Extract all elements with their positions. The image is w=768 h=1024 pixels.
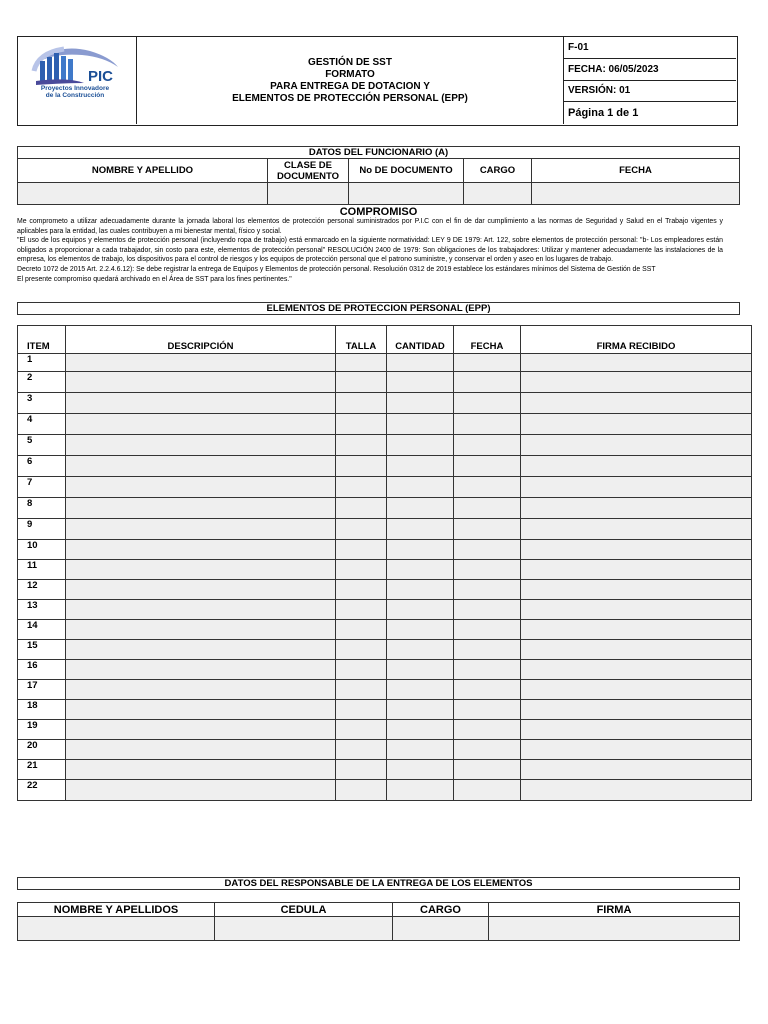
fecha-field[interactable] [454,700,521,720]
item-number: 13 [18,600,66,620]
cantidad-field[interactable] [387,414,454,435]
item-number: 19 [18,720,66,740]
cantidad-field[interactable] [387,560,454,580]
col-clase-documento: CLASE DE DOCUMENTO [268,159,349,183]
svg-text:de la Construcción: de la Construcción [45,92,105,99]
fecha-field[interactable] [454,456,521,477]
item-number: 20 [18,740,66,760]
cantidad-field[interactable] [387,700,454,720]
epp-row [18,560,752,580]
cantidad-field[interactable] [387,519,454,540]
pic-logo-icon [18,37,136,124]
cantidad-field[interactable] [387,477,454,498]
descripcion-field[interactable] [66,740,336,760]
col-fecha: FECHA [454,326,521,354]
talla-field[interactable] [336,780,387,801]
talla-field[interactable] [336,393,387,414]
cantidad-field[interactable] [387,640,454,660]
item-number: 2 [18,372,66,393]
epp-row [18,456,752,477]
item-number: 14 [18,620,66,640]
descripcion-field[interactable] [66,540,336,560]
funcionario-table [17,146,740,205]
cantidad-field[interactable] [387,456,454,477]
item-number: 1 [18,354,66,372]
item-number: 7 [18,477,66,498]
item-number: 15 [18,640,66,660]
svg-text:PIC: PIC [88,68,114,85]
talla-field[interactable] [336,414,387,435]
epp-row [18,680,752,700]
firma-recibido-field[interactable] [521,740,752,760]
epp-row [18,700,752,720]
cantidad-field[interactable] [387,600,454,620]
descripcion-field[interactable] [66,393,336,414]
responsable-cargo-field[interactable] [393,917,489,941]
title-line: ELEMENTOS DE PROTECCIÓN PERSONAL (EPP) [232,92,468,104]
compromiso-paragraph: "El uso de los equipos y elementos de protección personal (incluyendo ropa de trabajo) está enmarcado en la siguiente normatividad: LEY 9 DE 1979: Art. 122, sobre elementos de protección personal: "b- Los empleadores están obligados a proporcionar a cada trabajador, sin costo para este, elementos de protección personal" RESOLUCIÓN 2400 de 1979: Son obligaciones de los trabajadores: Utilizar y mantener adecuadamente las instalaciones de la empresa, los elementos de trabajo, los dispositivos para el control de riesgos y los equipos de protección personal que el patrono suministre, y conservar el orden y aseo en los lugares de trabajo. [17,237,723,264]
descripcion-field[interactable] [66,700,336,720]
firma-recibido-field[interactable] [521,354,752,372]
cantidad-field[interactable] [387,540,454,560]
talla-field[interactable] [336,620,387,640]
fecha-field[interactable] [454,477,521,498]
cantidad-field[interactable] [387,580,454,600]
descripcion-field[interactable] [66,354,336,372]
responsable-nombre-field[interactable] [18,917,215,941]
fecha-field[interactable] [454,498,521,519]
col-nombre-apellidos: NOMBRE Y APELLIDOS [18,903,215,917]
descripcion-field[interactable] [66,580,336,600]
responsable-table [17,902,740,941]
talla-field[interactable] [336,580,387,600]
talla-field[interactable] [336,435,387,456]
form-date: FECHA: 06/05/2023 [564,59,736,81]
talla-field[interactable] [336,540,387,560]
firma-recibido-field[interactable] [521,620,752,640]
cargo-field[interactable] [464,183,532,205]
item-number: 18 [18,700,66,720]
item-number: 4 [18,414,66,435]
cantidad-field[interactable] [387,372,454,393]
fecha-field[interactable] [454,660,521,680]
item-number: 22 [18,780,66,801]
col-nombre: NOMBRE Y APELLIDO [18,159,268,183]
col-no-documento: No DE DOCUMENTO [349,159,464,183]
epp-row [18,540,752,560]
col-firma: FIRMA [489,903,740,917]
item-number: 11 [18,560,66,580]
col-cargo: CARGO [464,159,532,183]
firma-recibido-field[interactable] [521,456,752,477]
firma-recibido-field[interactable] [521,700,752,720]
talla-field[interactable] [336,372,387,393]
epp-row [18,720,752,740]
epp-row [18,620,752,640]
funcionario-input-row [18,183,740,205]
talla-field[interactable] [336,700,387,720]
firma-recibido-field[interactable] [521,477,752,498]
cantidad-field[interactable] [387,720,454,740]
fecha-field[interactable] [454,580,521,600]
talla-field[interactable] [336,640,387,660]
cantidad-field[interactable] [387,620,454,640]
descripcion-field[interactable] [66,780,336,801]
cantidad-field[interactable] [387,760,454,780]
epp-header-row [18,326,752,354]
firma-recibido-field[interactable] [521,640,752,660]
epp-row [18,498,752,519]
epp-row [18,760,752,780]
fecha-field[interactable] [454,435,521,456]
firma-recibido-field[interactable] [521,780,752,801]
firma-recibido-field[interactable] [521,720,752,740]
col-cantidad: CANTIDAD [387,326,454,354]
firma-recibido-field[interactable] [521,560,752,580]
fecha-field[interactable] [454,740,521,760]
cantidad-field[interactable] [387,740,454,760]
descripcion-field[interactable] [66,477,336,498]
item-number: 8 [18,498,66,519]
cantidad-field[interactable] [387,680,454,700]
firma-recibido-field[interactable] [521,540,752,560]
col-cedula: CEDULA [215,903,393,917]
fecha-field[interactable] [454,519,521,540]
col-firma-recibido: FIRMA RECIBIDO [521,326,752,354]
item-number: 5 [18,435,66,456]
col-fecha: FECHA [532,159,740,183]
descripcion-field[interactable] [66,760,336,780]
col-item: ITEM [18,326,66,354]
compromiso-title: COMPROMISO [339,206,418,218]
item-number: 6 [18,456,66,477]
col-descripcion: DESCRIPCIÓN [66,326,336,354]
form-code: F-01 [564,37,736,59]
descripcion-field[interactable] [66,600,336,620]
descripcion-field[interactable] [66,456,336,477]
descripcion-field[interactable] [66,720,336,740]
cantidad-field[interactable] [387,498,454,519]
talla-field[interactable] [336,354,387,372]
descripcion-field[interactable] [66,560,336,580]
descripcion-field[interactable] [66,372,336,393]
fecha-field[interactable] [454,372,521,393]
firma-recibido-field[interactable] [521,498,752,519]
epp-row [18,414,752,435]
no-documento-field[interactable] [349,183,464,205]
responsable-firma-field[interactable] [489,917,740,941]
title-line: FORMATO [325,68,375,80]
firma-recibido-field[interactable] [521,519,752,540]
fecha-field[interactable] [454,600,521,620]
clase-documento-field[interactable] [268,183,349,205]
firma-recibido-field[interactable] [521,600,752,620]
descripcion-field[interactable] [66,640,336,660]
form-metadata [564,37,736,124]
firma-recibido-field[interactable] [521,660,752,680]
responsable-title: DATOS DEL RESPONSABLE DE LA ENTREGA DE LOS ELEMENTOS [17,877,740,890]
item-number: 21 [18,760,66,780]
compromiso-text [17,217,723,284]
epp-row [18,435,752,456]
epp-table [17,325,752,801]
nombre-field[interactable] [18,183,268,205]
title-line: GESTIÓN DE SST [308,56,392,68]
epp-row [18,600,752,620]
epp-title: ELEMENTOS DE PROTECCION PERSONAL (EPP) [17,302,740,315]
descripcion-field[interactable] [66,414,336,435]
compromiso-paragraph: Decreto 1072 de 2015 Art. 2.2.4.6.12): Se debe registrar la entrega de Equipos y Elementos de protección personal. Resolución 0312 de 2019 establece los estándares mínimos del Sistema de Gestión de SST [17,265,656,273]
epp-row [18,519,752,540]
item-number: 16 [18,660,66,680]
item-number: 3 [18,393,66,414]
fecha-field[interactable] [454,560,521,580]
item-number: 12 [18,580,66,600]
fecha-field[interactable] [454,540,521,560]
responsable-input-row [18,917,740,941]
descripcion-field[interactable] [66,620,336,640]
epp-row [18,640,752,660]
firma-recibido-field[interactable] [521,435,752,456]
talla-field[interactable] [336,660,387,680]
item-number: 9 [18,519,66,540]
title-line: PARA ENTREGA DE DOTACION Y [270,80,430,92]
talla-field[interactable] [336,680,387,700]
firma-recibido-field[interactable] [521,393,752,414]
epp-row [18,372,752,393]
epp-row [18,660,752,680]
talla-field[interactable] [336,600,387,620]
descripcion-field[interactable] [66,498,336,519]
talla-field[interactable] [336,519,387,540]
form-title [137,37,564,124]
fecha-field[interactable] [454,393,521,414]
talla-field[interactable] [336,720,387,740]
compromiso-paragraph: El presente compromiso quedará archivado en el Área de SST para los fines pertinentes." [17,275,292,283]
cantidad-field[interactable] [387,435,454,456]
responsable-cedula-field[interactable] [215,917,393,941]
talla-field[interactable] [336,560,387,580]
epp-row [18,393,752,414]
fecha-field[interactable] [454,620,521,640]
fecha-field[interactable] [454,354,521,372]
epp-row [18,740,752,760]
epp-row [18,780,752,801]
talla-field[interactable] [336,740,387,760]
form-page: Página 1 de 1 [568,107,639,120]
epp-row [18,354,752,372]
fecha-field[interactable] [454,640,521,660]
col-cargo: CARGO [393,903,489,917]
descripcion-field[interactable] [66,519,336,540]
svg-text:Proyectos Innovadore: Proyectos Innovadore [40,85,110,92]
cantidad-field[interactable] [387,780,454,801]
fecha-field[interactable] [454,780,521,801]
cantidad-field[interactable] [387,393,454,414]
descripcion-field[interactable] [66,435,336,456]
epp-row [18,580,752,600]
firma-recibido-field[interactable] [521,580,752,600]
cantidad-field[interactable] [387,354,454,372]
firma-recibido-field[interactable] [521,760,752,780]
talla-field[interactable] [336,477,387,498]
item-number: 17 [18,680,66,700]
fecha-field[interactable] [454,680,521,700]
firma-recibido-field[interactable] [521,372,752,393]
fecha-field[interactable] [532,183,740,205]
descripcion-field[interactable] [66,660,336,680]
fecha-field[interactable] [454,414,521,435]
descripcion-field[interactable] [66,680,336,700]
funcionario-title: DATOS DEL FUNCIONARIO (A) [18,147,740,159]
cantidad-field[interactable] [387,660,454,680]
firma-recibido-field[interactable] [521,680,752,700]
item-number: 10 [18,540,66,560]
talla-field[interactable] [336,760,387,780]
epp-row [18,477,752,498]
compromiso-paragraph: Me comprometo a utilizar adecuadamente durante la jornada laboral los elementos de protección personal suministrados por P.I.C con el fin de dar cumplimiento a las normas de Seguridad y Salud en el Trabajo vigentes y aplicables para la entidad, las cuales contribuyen a mi bienestar mental, físico y social. [17,218,723,235]
firma-recibido-field[interactable] [521,414,752,435]
form-version: VERSIÓN: 01 [564,81,736,103]
fecha-field[interactable] [454,760,521,780]
fecha-field[interactable] [454,720,521,740]
company-logo [18,37,137,124]
talla-field[interactable] [336,498,387,519]
col-talla: TALLA [336,326,387,354]
talla-field[interactable] [336,456,387,477]
